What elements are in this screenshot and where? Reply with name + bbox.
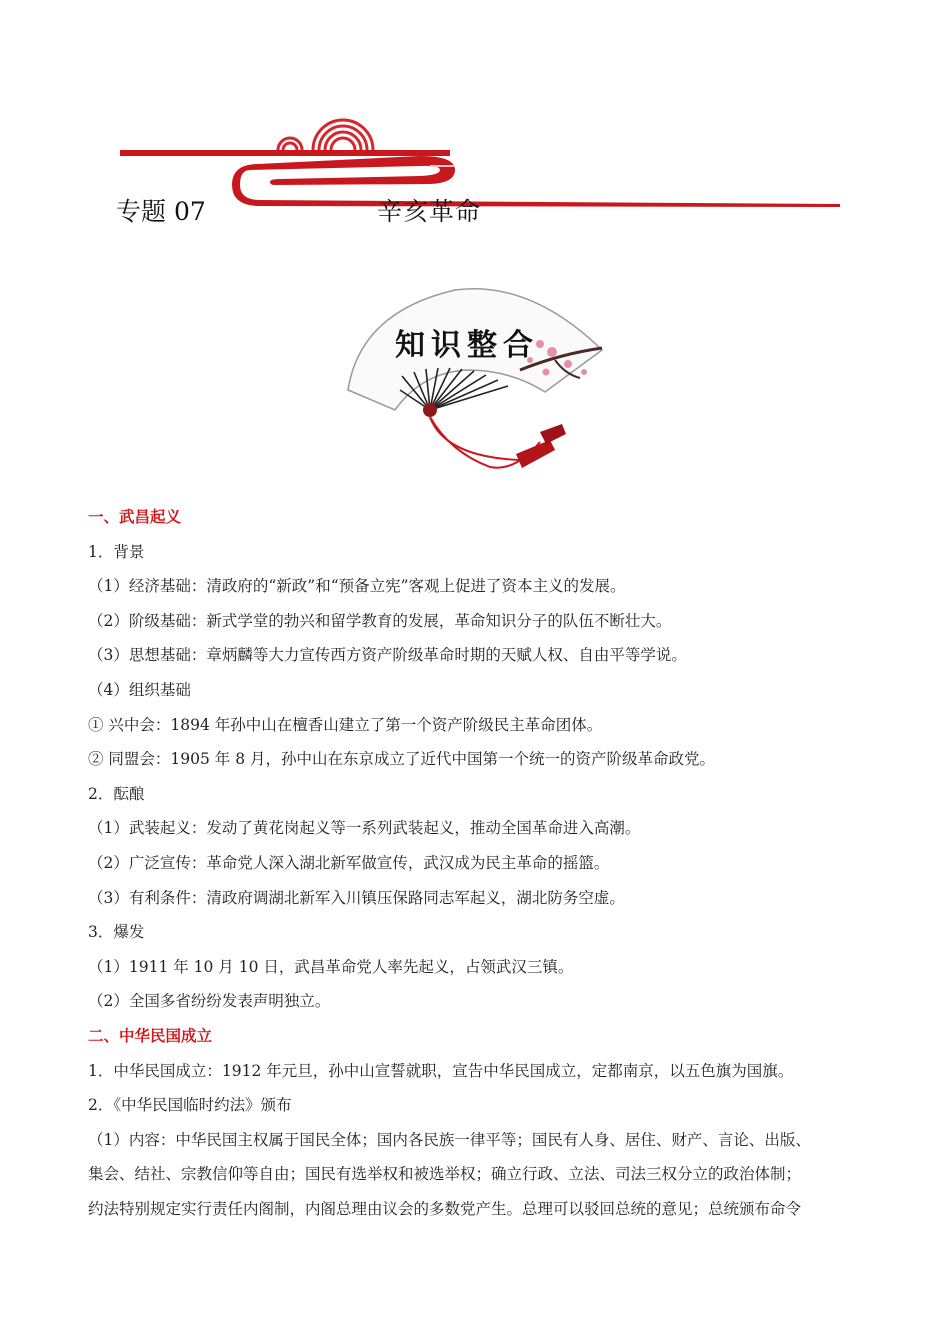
section-heading: 一、武昌起义 bbox=[88, 508, 182, 526]
text-line: 3．爆发 bbox=[88, 923, 145, 942]
text-line: 2．酝酿 bbox=[88, 784, 145, 803]
text-line: （1）内容：中华民国主权属于国民全体；国内各民族一律平等；国民有人身、居住、财产、言论、出版、 bbox=[88, 1130, 811, 1149]
text-line: （4）组织基础 bbox=[88, 680, 191, 699]
text-line: 1．背景 bbox=[88, 542, 145, 561]
knowledge-banner-label: 知识整合 bbox=[395, 328, 539, 363]
text-line: ① 兴中会：1894 年孙中山在檀香山建立了第一个资产阶级民主革命团体。 bbox=[88, 715, 603, 734]
topic-label: 专题 07 bbox=[116, 197, 206, 226]
text-line: （1）武装起义：发动了黄花岗起义等一系列武装起义，推动全国革命进入高潮。 bbox=[88, 819, 641, 838]
text-line: ② 同盟会：1905 年 8 月，孙中山在东京成立了近代中国第一个统一的资产阶级革命政党。 bbox=[88, 750, 716, 769]
text-line: （2）全国多省纷纷发表声明独立。 bbox=[88, 992, 331, 1011]
text-line: 约法特别规定实行责任内阁制，内阁总理由议会的多数党产生。总理可以驳回总统的意见；总统颁布命令 bbox=[88, 1199, 802, 1218]
fan-illustration bbox=[340, 282, 620, 482]
text-line: （1）经济基础：清政府的“新政”和“预备立宪”客观上促进了资本主义的发展。 bbox=[88, 577, 626, 596]
text-line: （3）思想基础：章炳麟等大力宣传西方资产阶级革命时期的天赋人权、自由平等学说。 bbox=[88, 646, 687, 665]
text-line: （2）阶级基础：新式学堂的勃兴和留学教育的发展，革命知识分子的队伍不断壮大。 bbox=[88, 611, 672, 630]
text-line: （3）有利条件：清政府调湖北新军入川镇压保路同志军起义，湖北防务空虚。 bbox=[88, 888, 625, 907]
text-line: （2）广泛宣传：革命党人深入湖北新军做宣传，武汉成为民主革命的摇篮。 bbox=[88, 853, 610, 872]
section-heading: 二、中华民国成立 bbox=[88, 1026, 213, 1045]
text-line: （1）1911 年 10 月 10 日，武昌革命党人率先起义，占领武汉三镇。 bbox=[88, 957, 574, 976]
text-line: 1．中华民国成立：1912 年元旦，孙中山宣誓就职，宣告中华民国成立，定都南京，以五色旗为国旗。 bbox=[88, 1061, 794, 1080]
text-line: 集会、结社、宗教信仰等自由；国民有选举权和被选举权；确立行政、立法、司法三权分立的政治体制； bbox=[88, 1165, 802, 1184]
content-body bbox=[88, 500, 888, 1226]
text-line: 2．《中华民国临时约法》颁布 bbox=[88, 1096, 292, 1115]
topic-title: 辛亥革命 bbox=[377, 197, 482, 226]
